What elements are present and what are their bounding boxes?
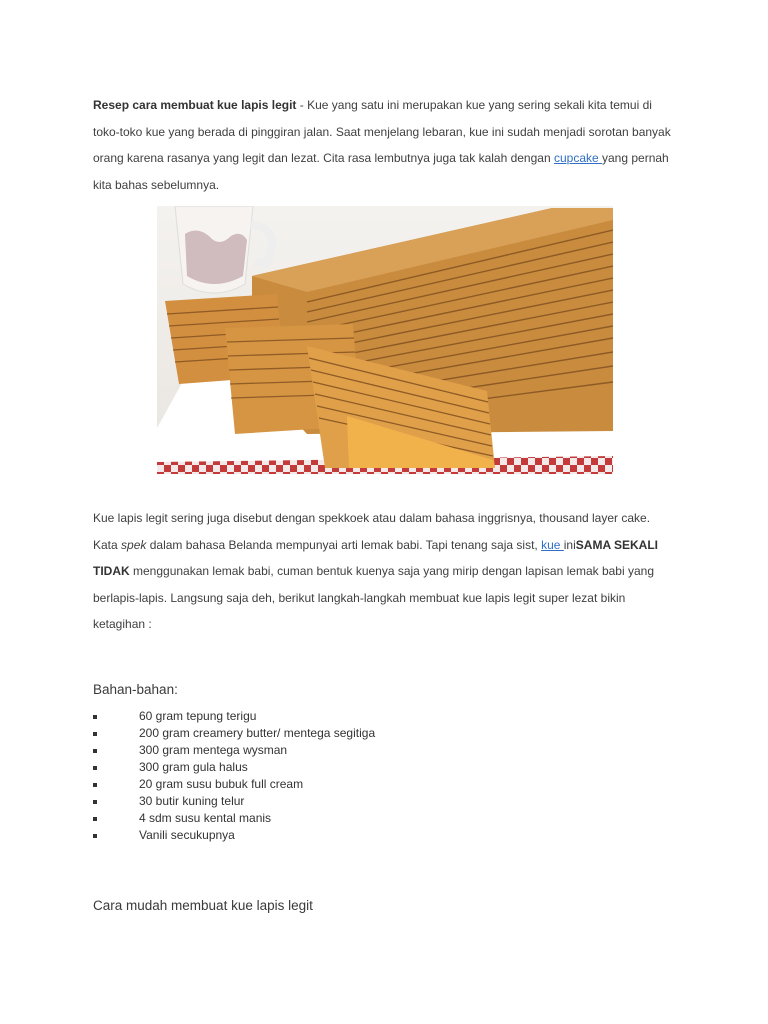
ingredient-text: 300 gram gula halus [139,760,248,774]
ingredient-text: 300 gram mentega wysman [139,743,288,757]
ingredients-heading: Bahan-bahan: [93,682,178,697]
intro-text-b: yang pernah kita bahas sebelumnya. [93,151,669,192]
ingredient-text: 4 sdm susu kental manis [139,811,272,825]
intro-bold-lead: Resep cara membuat kue lapis legit [93,98,297,112]
bullet-icon [93,783,97,787]
ingredient-text: 30 butir kuning telur [139,794,245,808]
desc-italic-spek: spek [121,537,147,552]
desc-text-4: menggunakan lemak babi, cuman bentuk kuenya saja yang mirip dengan lapisan lemak babi yang berlapis-lapis. Langsung saja deh, berikut langkah-langkah membuat kue lapis legit super lezat bikin ketagihan : [93,564,655,631]
bullet-icon [93,817,97,821]
cake-illustration [157,206,613,474]
description-paragraph [93,505,678,638]
ingredient-text: Vanili secukupnya [139,828,235,842]
kue-link[interactable]: kue [541,537,564,552]
method-heading: Cara mudah membuat kue lapis legit [93,898,313,913]
bullet-icon [93,732,97,736]
desc-text-3: ini [563,537,576,552]
bullet-icon [93,749,97,753]
kue-lapis-photo [157,206,613,474]
bullet-icon [93,766,97,770]
ingredient-text: 60 gram tepung terigu [139,709,257,723]
desc-text-1: Kue lapis legit sering juga disebut dengan spekkoek atau dalam bahasa inggrisnya, thousand layer cake. Kata [93,511,651,552]
ingredient-text: 200 gram creamery butter/ mentega segitiga [139,726,376,740]
bullet-icon [93,834,97,838]
desc-text-2: dalam bahasa Belanda mempunyai arti lemak babi. Tapi tenang saja sist, [146,537,542,552]
article [93,92,678,913]
desc-bold-emphasis: SAMA SEKALI TIDAK [93,537,659,578]
intro-text-a: - Kue yang satu ini merupakan kue yang sering sekali kita temui di toko-toko kue yang berada di pinggiran jalan. Saat menjelang lebaran, kue ini sudah menjadi sorotan banyak orang karena rasanya yang legit dan lezat. Cita rasa lembutnya juga tak kalah dengan [93,98,671,165]
ingredient-text: 20 gram susu bubuk full cream [139,777,304,791]
cupcake-link[interactable]: cupcake [553,151,602,165]
bullet-icon [93,715,97,719]
intro-paragraph [93,92,678,198]
bullet-icon [93,800,97,804]
description-paragraph-wrap [93,505,678,638]
